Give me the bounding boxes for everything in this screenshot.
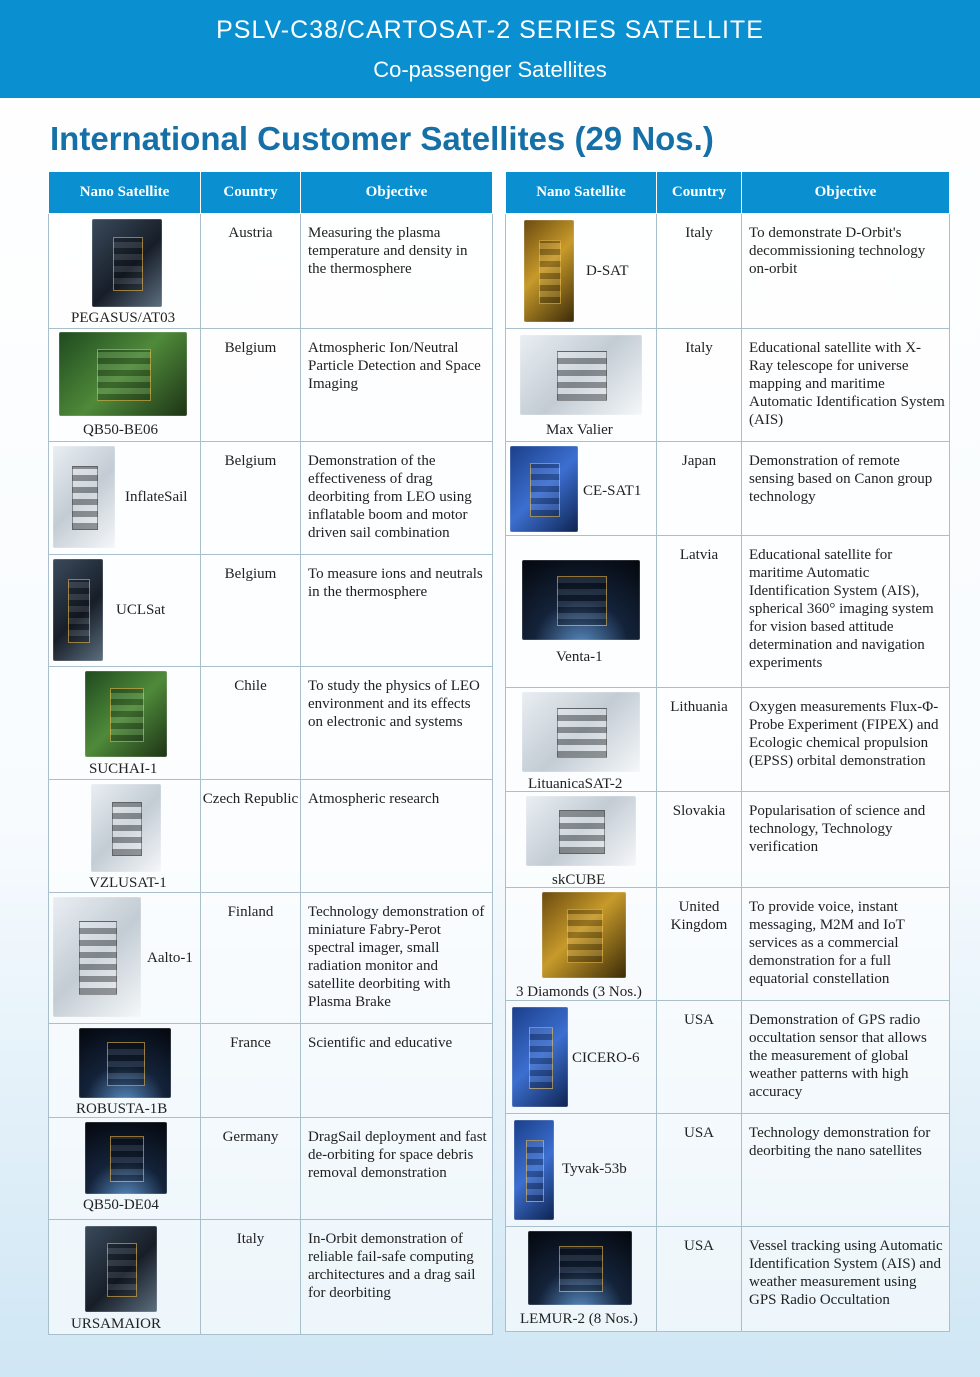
satellite-name: InflateSail xyxy=(125,489,188,505)
table-row xyxy=(49,329,493,442)
table-row xyxy=(506,1114,950,1227)
satellite-image xyxy=(528,1231,632,1305)
satellite-cell xyxy=(49,780,201,893)
page-title: International Customer Satellites (29 Nos.) xyxy=(50,120,714,157)
country-cell: Japan xyxy=(657,442,742,536)
satellite-cell xyxy=(506,688,657,792)
satellite-image xyxy=(85,671,167,757)
objective-cell: In-Orbit demonstration of reliable fail-safe computing architectures and a drag sail for deorbiting xyxy=(301,1220,493,1335)
satellite-cell xyxy=(49,667,201,780)
satellite-image xyxy=(59,332,187,416)
satellite-name: QB50-DE04 xyxy=(83,1197,159,1213)
table-header-row xyxy=(506,172,950,214)
table-header-row xyxy=(49,172,493,214)
satellite-cell xyxy=(49,214,201,329)
objective-cell: Vessel tracking using Automatic Identification System (AIS) and weather measurement using GPS Radio Occultation xyxy=(742,1227,950,1332)
satellite-name: CICERO-6 xyxy=(572,1050,640,1066)
country-cell: Lithuania xyxy=(657,688,742,792)
satellite-cell xyxy=(506,1114,657,1227)
objective-cell: Educational satellite for maritime Automatic Identification System (AIS), spherical 360° imaging system for vision based attitude determination and navigation experiments xyxy=(742,536,950,688)
country-cell: Latvia xyxy=(657,536,742,688)
satellite-image xyxy=(92,219,162,307)
country-cell: Italy xyxy=(657,214,742,329)
country-cell: USA xyxy=(657,1001,742,1114)
objective-cell: Demonstration of the effectiveness of drag deorbiting from LEO using inflatable boom and motor driven sail combination xyxy=(301,442,493,555)
satellite-cell xyxy=(506,1001,657,1114)
country-cell: United Kingdom xyxy=(657,888,742,1001)
country-cell: Austria xyxy=(201,214,301,329)
satellite-image xyxy=(85,1226,157,1312)
satellite-name: LituanicaSAT-2 xyxy=(528,776,623,792)
satellite-name: D-SAT xyxy=(586,263,629,279)
objective-cell: Popularisation of science and technology, Technology verification xyxy=(742,792,950,888)
objective-cell: Oxygen measurements Flux-Φ-Probe Experiment (FIPEX) and Ecologic chemical propulsion (EPSS) orbital demonstration xyxy=(742,688,950,792)
col-header-sat: Nano Satellite xyxy=(506,172,657,214)
table-row xyxy=(506,536,950,688)
table-row xyxy=(506,214,950,329)
country-cell: Germany xyxy=(201,1118,301,1220)
objective-cell: To measure ions and neutrals in the thermosphere xyxy=(301,555,493,667)
objective-cell: Demonstration of remote sensing based on Canon group technology xyxy=(742,442,950,536)
satellite-cell xyxy=(506,329,657,442)
country-cell: Chile xyxy=(201,667,301,780)
satellite-name: SUCHAI-1 xyxy=(89,761,158,777)
satellite-cell xyxy=(506,214,657,329)
country-cell: Finland xyxy=(201,893,301,1024)
objective-cell: Measuring the plasma temperature and density in the thermosphere xyxy=(301,214,493,329)
satellite-image xyxy=(53,897,141,1017)
satellite-image xyxy=(514,1120,554,1220)
objective-cell: To demonstrate D-Orbit's decommissioning technology on-orbit xyxy=(742,214,950,329)
satellite-name: UCLSat xyxy=(116,602,166,618)
table-row xyxy=(49,780,493,893)
satellite-image xyxy=(520,335,642,415)
header-banner xyxy=(0,0,980,98)
country-cell: Slovakia xyxy=(657,792,742,888)
objective-cell: Scientific and educative xyxy=(301,1024,493,1118)
banner-subtitle: Co-passenger Satellites xyxy=(373,57,607,82)
table-row xyxy=(49,667,493,780)
country-cell: Italy xyxy=(657,329,742,442)
satellite-cell xyxy=(506,1227,657,1332)
country-cell: Belgium xyxy=(201,329,301,442)
country-cell: USA xyxy=(657,1227,742,1332)
objective-cell: Educational satellite with X-Ray telescope for universe mapping and maritime Automatic Identification System (AIS) xyxy=(742,329,950,442)
satellite-cell xyxy=(49,1220,201,1335)
col-header-country: Country xyxy=(201,172,301,214)
satellite-name: VZLUSAT-1 xyxy=(89,875,167,891)
objective-cell: Technology demonstration of miniature Fabry-Perot spectral imager, small radiation monitor and satellite deorbiting with Plasma Brake xyxy=(301,893,493,1024)
table-row xyxy=(49,214,493,329)
left-satellite-table xyxy=(48,171,493,1335)
satellite-name: Aalto-1 xyxy=(147,950,193,966)
satellite-name: LEMUR-2 (8 Nos.) xyxy=(520,1311,638,1327)
satellite-cell xyxy=(506,888,657,1001)
col-header-objective: Objective xyxy=(301,172,493,214)
objective-cell: Technology demonstration for deorbiting the nano satellites xyxy=(742,1114,950,1227)
table-row xyxy=(506,1001,950,1114)
country-cell: USA xyxy=(657,1114,742,1227)
satellite-image xyxy=(512,1007,568,1107)
banner-title: PSLV-C38/CARTOSAT-2 SERIES SATELLITE xyxy=(216,16,764,44)
table-row xyxy=(49,1220,493,1335)
satellite-name: Tyvak-53b xyxy=(562,1161,627,1177)
satellite-cell xyxy=(49,442,201,555)
objective-cell: Demonstration of GPS radio occultation sensor that allows the measurement of global weather patterns with high accuracy xyxy=(742,1001,950,1114)
satellite-name: 3 Diamonds (3 Nos.) xyxy=(516,984,642,1000)
satellite-image xyxy=(53,559,103,661)
objective-cell: DragSail deployment and fast de-orbiting for space debris removal demonstration xyxy=(301,1118,493,1220)
satellite-image xyxy=(524,220,574,322)
satellite-cell xyxy=(49,893,201,1024)
table-row xyxy=(49,555,493,667)
satellite-image xyxy=(85,1122,167,1194)
satellite-cell xyxy=(49,1118,201,1220)
table-row xyxy=(506,792,950,888)
satellite-image xyxy=(510,446,578,532)
country-cell: Belgium xyxy=(201,442,301,555)
right-satellite-table xyxy=(505,171,950,1332)
satellite-cell xyxy=(506,442,657,536)
country-cell: Belgium xyxy=(201,555,301,667)
satellite-name: ROBUSTA-1B xyxy=(76,1101,168,1117)
satellite-name: CE-SAT1 xyxy=(583,483,642,499)
objective-cell: To provide voice, instant messaging, M2M and IoT services as a commercial demonstration for a full equatorial constellation xyxy=(742,888,950,1001)
satellite-cell xyxy=(49,555,201,667)
country-cell: France xyxy=(201,1024,301,1118)
table-row xyxy=(506,442,950,536)
col-header-country: Country xyxy=(657,172,742,214)
satellite-name: PEGASUS/AT03 xyxy=(71,310,176,326)
satellite-name: QB50-BE06 xyxy=(83,422,158,438)
satellite-name: URSAMAIOR xyxy=(71,1316,162,1332)
table-row xyxy=(49,442,493,555)
satellite-name: skCUBE xyxy=(552,872,606,888)
objective-cell: Atmospheric Ion/Neutral Particle Detection and Space Imaging xyxy=(301,329,493,442)
satellite-image xyxy=(522,692,640,772)
country-cell: Italy xyxy=(201,1220,301,1335)
table-row xyxy=(506,888,950,1001)
satellite-cell xyxy=(49,1024,201,1118)
table-row xyxy=(49,1024,493,1118)
table-row xyxy=(49,1118,493,1220)
satellite-image xyxy=(53,446,115,548)
satellite-image xyxy=(522,560,640,640)
satellite-image xyxy=(542,892,626,978)
table-row xyxy=(506,688,950,792)
objective-cell: To study the physics of LEO environment and its effects on electronic and systems xyxy=(301,667,493,780)
table-row xyxy=(506,1227,950,1332)
table-row xyxy=(49,893,493,1024)
satellite-cell xyxy=(506,536,657,688)
table-row xyxy=(506,329,950,442)
col-header-sat: Nano Satellite xyxy=(49,172,201,214)
col-header-objective: Objective xyxy=(742,172,950,214)
satellite-name: Venta-1 xyxy=(556,649,603,665)
objective-cell: Atmospheric research xyxy=(301,780,493,893)
country-cell: Czech Republic xyxy=(201,780,301,893)
satellite-name: Max Valier xyxy=(546,422,613,438)
satellite-cell xyxy=(49,329,201,442)
satellite-image xyxy=(526,796,636,866)
satellite-cell xyxy=(506,792,657,888)
satellite-image xyxy=(91,784,161,872)
satellite-image xyxy=(79,1028,171,1098)
